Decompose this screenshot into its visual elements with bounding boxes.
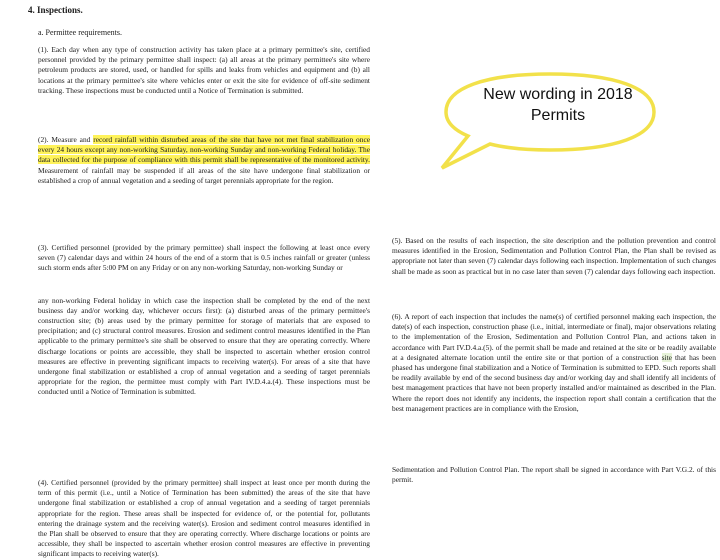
paragraph-7: Sedimentation and Pollution Control Plan. The report shall be signed in accordance with Part V.G.2. of this permit. xyxy=(392,465,716,485)
callout-text: New wording in 2018 Permits xyxy=(483,86,633,124)
section-subheading: a. Permittee requirements. xyxy=(38,28,122,37)
paragraph-2-rest: Measurement of rainfall may be suspended if all areas of the site have undergone final stabilization or established a crop of annual vegetation and a seeding of target perennials appropriate for the region. xyxy=(38,165,370,185)
highlighted-new-wording: record rainfall within disturbed areas of the site that have not met final stabilization once every 24 hours except any non-working Saturday, non-working Sunday and non-working Federal holiday. The data collected for the purpose of compliance with this permit shall be representative of the monitored activity. xyxy=(38,135,371,165)
paragraph-3 xyxy=(38,243,370,469)
paragraph-2-lead: (2). Measure and xyxy=(38,135,94,144)
paragraph-6-after: that has been phased has undergone final stabilization and a Notice of Termination is submitted to EPD. Such reports shall be readily available by end of the second business day and/or working day and shall identify all incidents of best management practices that have not been properly installed and/or maintained as described in the Plan. Where the report does not identify any incidents, the inspection report shall contain a certification that the best management practices are in compliance with the Erosion, xyxy=(392,352,716,413)
paragraph-6-before: (6). A report of each inspection that includes the name(s) of certified personnel making each inspection, the date(s) of each inspection, construction phase (i.e., initial, intermediate or final), major observations relating to the implementation of the Erosion, Sedimentation and Pollution Control Plan, and actions taken in accordance with Part IV.D.4.a.(5). of the permit shall be made and retained at the site or be readily available at a designated alternate location until the entire site or that portion of a construction xyxy=(392,312,716,362)
speech-bubble-callout xyxy=(440,66,660,172)
paragraph-6 xyxy=(392,312,716,459)
paragraph-3-gap xyxy=(38,274,370,296)
paragraph-3-part-1: (3). Certified personnel (provided by the primary permittee) shall inspect the following at least once every seven (7) calendar days and within 24 hours of the end of a storm that is 0.5 inches rainfall or greater (unless such storm ends after 5:00 PM on any Friday or on any non-working Saturday, non-working Sunday or xyxy=(38,243,370,273)
paragraph-4: (4). Certified personnel (provided by the primary permittee) shall inspect at least once per month during the term of this permit (i.e., until a Notice of Termination has been submitted) the areas of the site that have undergone final stabilization or established a crop of annual vegetation and a seeding of target perennials appropriate for the region. These areas shall be inspected for evidence of, or the potential for, pollutants entering the drainage system and the receiving water(s). Erosion and sediment control measures identified in the Plan shall be observed to ensure that they are operating correctly. Where discharge locations or points are accessible, they shall be inspected to ascertain whether erosion control measures are effective in preventing significant impacts to receiving water(s). xyxy=(38,478,370,559)
section-heading: 4. Inspections. xyxy=(28,5,83,15)
paragraph-6-site-word: site xyxy=(661,352,672,362)
paragraph-1: (1). Each day when any type of construction activity has taken place at a primary permittee's site, certified personnel provided by the primary permittee shall inspect: (a) all areas at the primary permittee's site where petroleum products are stored, used, or handled for spills and leaks from vehicles and equipment and (b) all locations at the primary permittee's site where vehicles enter or exit the site for evidence of off-site sediment tracking. These inspections must be conducted until a Notice of Termination is submitted. xyxy=(38,45,370,95)
paragraph-3-part-2: any non-working Federal holiday in which case the inspection shall be completed by the end of the next business day and/or working day, whichever occurs first): (a) disturbed areas of the primary permittee's construction site; (b) areas used by the primary permittee for storage of materials that are exposed to precipitation; and (c) structural control measures. Erosion and sediment control measures identified in the Plan applicable to the primary permittee's site shall be observed to ensure that they are operating correctly. Where discharge locations or points are accessible, they shall be inspected to ascertain whether erosion control measures are effective in preventing significant impacts to receiving water(s). For areas of a site that have undergone final stabilization or established a crop of annual vegetation and a seeding of target perennials appropriate for the region, the permittee must comply with Part IV.D.4.a.(4). These inspections must be conducted until a Notice of Termination is submitted. xyxy=(38,295,370,397)
paragraph-5: (5). Based on the results of each inspection, the site description and the pollution prevention and control measures identified in the Erosion, Sedimentation and Pollution Control Plan, the Plan shall be revised as appropriate not later than seven (7) calendar days following each inspection. Implementation of such changes shall be made as soon as practical but in no case later than seven (7) calendar days following each inspection. xyxy=(392,236,716,276)
paragraph-2 xyxy=(38,135,370,235)
